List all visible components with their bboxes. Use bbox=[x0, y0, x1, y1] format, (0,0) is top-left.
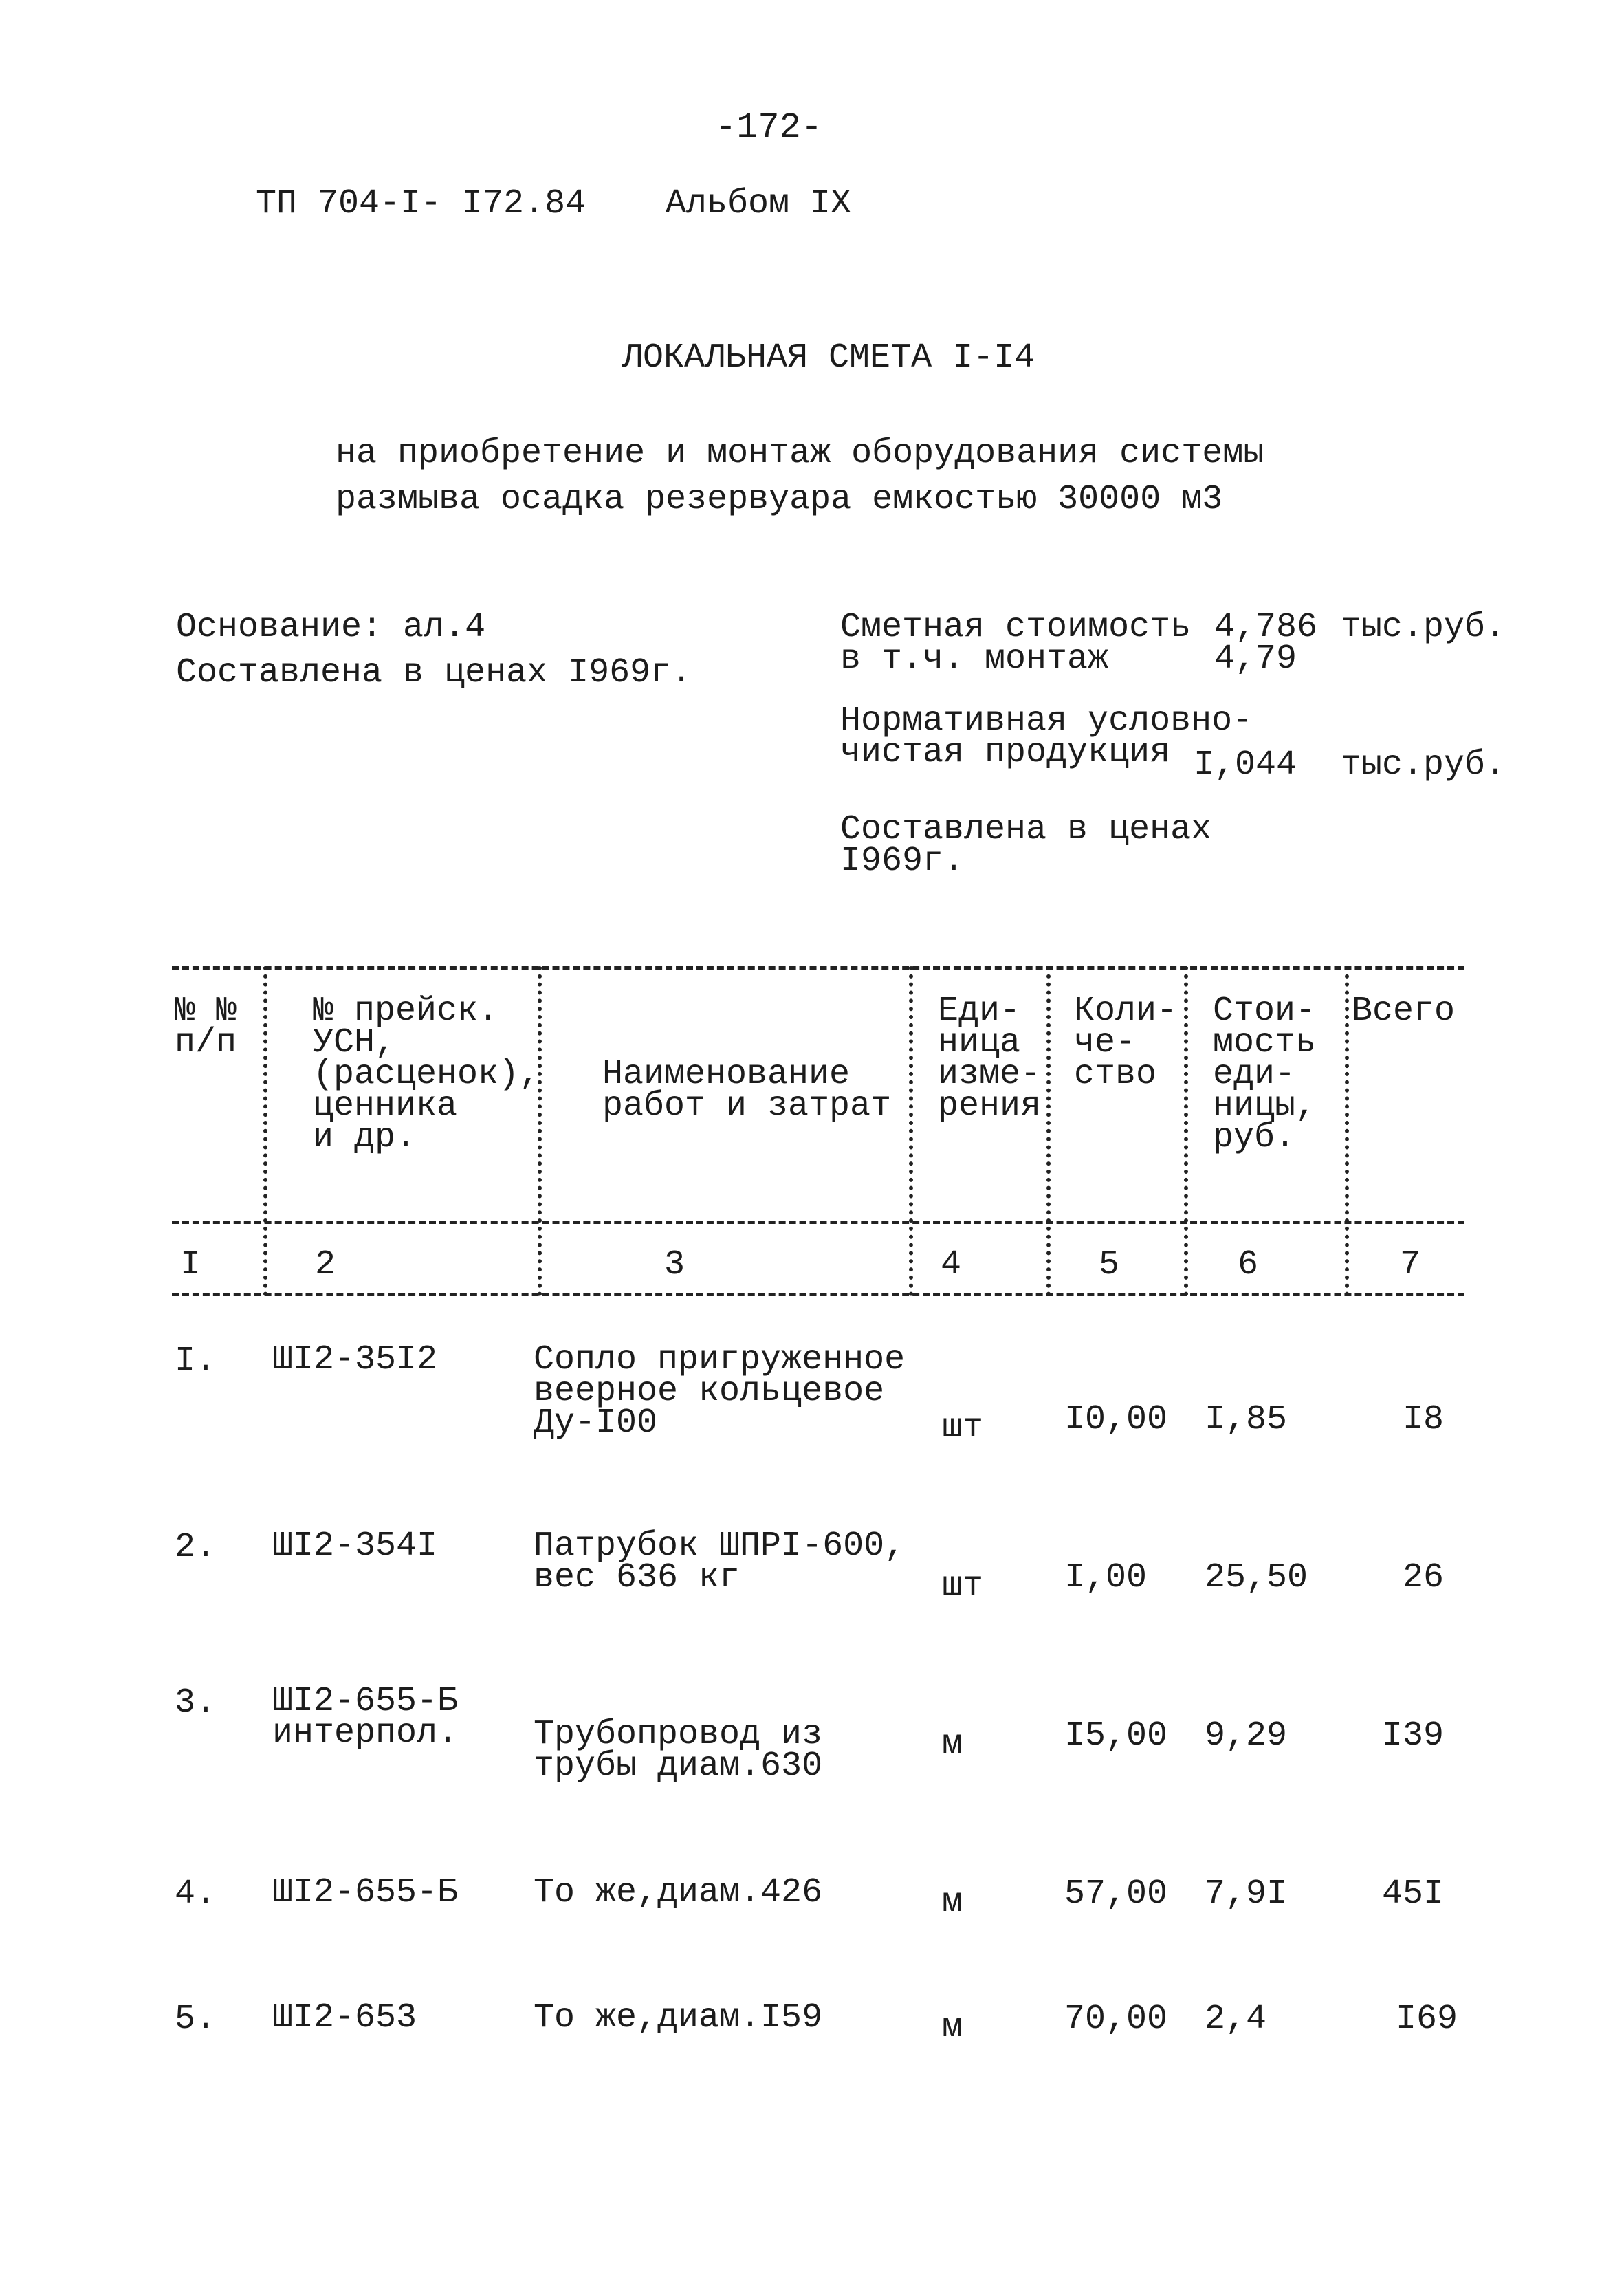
estimated-cost-unit: тыс.руб. bbox=[1341, 608, 1506, 647]
row-unit: шт bbox=[942, 1566, 984, 1606]
row-work-name: Сопло пригруженное веерное кольцевое Ду-I00 bbox=[534, 1340, 906, 1443]
row-unit-cost: 9,29 bbox=[1205, 1716, 1288, 1756]
document-code: ТП 704-I- I72.84 bbox=[256, 184, 586, 223]
row-unit-cost: 25,50 bbox=[1205, 1558, 1308, 1597]
table-header-rule bbox=[172, 1221, 1464, 1224]
normative-product-value: I,044 bbox=[1194, 745, 1297, 785]
normative-product-label-2: чистая продукция bbox=[840, 733, 1171, 772]
row-total: 45I bbox=[1381, 1874, 1444, 1914]
row-total: I8 bbox=[1402, 1400, 1444, 1439]
page-number: -172- bbox=[715, 107, 823, 148]
column-number: 4 bbox=[941, 1245, 962, 1284]
column-number: 2 bbox=[315, 1245, 336, 1284]
subtitle-line-1: на приобретение и монтаж оборудования системы bbox=[336, 434, 1264, 473]
row-quantity: I0,00 bbox=[1064, 1400, 1168, 1439]
row-number: I. bbox=[175, 1342, 217, 1381]
prices-text-right-1: Составлена в ценах bbox=[840, 810, 1212, 849]
row-work-name: То же,диам.426 bbox=[534, 1873, 823, 1912]
row-total: I39 bbox=[1381, 1716, 1444, 1756]
header-price-list-number: № прейск. УСН, (расценок), ценника и др. bbox=[313, 992, 540, 1157]
row-work-name: Трубопровод из трубы диам.630 bbox=[534, 1715, 823, 1786]
page-title: ЛОКАЛЬНАЯ СМЕТА I-I4 bbox=[622, 338, 1035, 378]
subtitle-line-2: размыва осадка резервуара емкостью 30000 м3 bbox=[336, 480, 1223, 519]
row-unit: м bbox=[942, 1883, 963, 1922]
mounting-label: в т.ч. монтаж bbox=[840, 639, 1109, 679]
row-number: 3. bbox=[175, 1683, 217, 1723]
header-total: Всего bbox=[1352, 992, 1456, 1031]
column-separator bbox=[1184, 966, 1188, 1296]
row-quantity: I,00 bbox=[1064, 1558, 1148, 1597]
table-top-rule bbox=[172, 966, 1464, 970]
album-label: Альбом IX bbox=[666, 184, 852, 223]
basis-text: Основание: ал.4 bbox=[176, 608, 486, 647]
column-separator bbox=[263, 966, 267, 1296]
row-unit: шт bbox=[942, 1408, 984, 1447]
column-separator bbox=[909, 966, 913, 1296]
normative-product-label-1: Нормативная условно- bbox=[840, 701, 1253, 741]
mounting-value: 4,79 bbox=[1214, 639, 1297, 679]
row-work-name: Патрубок ШПРI-600, вес 636 кг bbox=[534, 1527, 906, 1597]
estimated-cost-label: Сметная стоимость bbox=[840, 608, 1192, 647]
row-unit: м bbox=[942, 2008, 963, 2047]
table-numbers-rule bbox=[172, 1293, 1464, 1296]
row-quantity: 70,00 bbox=[1064, 2000, 1168, 2039]
header-row-number: № № п/п bbox=[175, 992, 237, 1062]
row-unit-cost: I,85 bbox=[1205, 1400, 1288, 1439]
row-work-name: То же,диам.I59 bbox=[534, 1998, 823, 2037]
column-separator bbox=[1345, 966, 1349, 1296]
row-number: 4. bbox=[175, 1874, 217, 1914]
row-total: I69 bbox=[1395, 2000, 1458, 2039]
row-quantity: I5,00 bbox=[1064, 1716, 1168, 1756]
column-number: I bbox=[180, 1245, 201, 1284]
row-number: 2. bbox=[175, 1528, 217, 1567]
row-quantity: 57,00 bbox=[1064, 1874, 1168, 1914]
header-unit-cost: Стои- мость еди- ницы, руб. bbox=[1213, 992, 1317, 1157]
estimated-cost-value: 4,786 bbox=[1214, 608, 1318, 647]
row-price-code: ШI2-653 bbox=[272, 1998, 417, 2037]
row-total: 26 bbox=[1402, 1558, 1444, 1597]
row-unit-cost: 7,9I bbox=[1205, 1874, 1288, 1914]
row-number: 5. bbox=[175, 2000, 217, 2039]
prices-text-left: Составлена в ценах I969г. bbox=[176, 653, 692, 692]
column-number: 6 bbox=[1238, 1245, 1259, 1284]
header-quantity: Коли- че- ство bbox=[1074, 992, 1178, 1094]
column-separator bbox=[1046, 966, 1051, 1296]
row-unit: м bbox=[942, 1725, 963, 1764]
header-unit: Еди- ница изме- рения bbox=[938, 992, 1042, 1126]
column-number: 7 bbox=[1400, 1245, 1421, 1284]
row-price-code: ШI2-655-Б интерпол. bbox=[272, 1682, 459, 1753]
row-price-code: ШI2-354I bbox=[272, 1527, 438, 1566]
row-price-code: ШI2-35I2 bbox=[272, 1340, 438, 1379]
column-number: 5 bbox=[1099, 1245, 1120, 1284]
row-unit-cost: 2,4 bbox=[1205, 2000, 1267, 2039]
normative-product-unit: тыс.руб. bbox=[1341, 745, 1506, 785]
row-price-code: ШI2-655-Б bbox=[272, 1873, 459, 1912]
column-number: 3 bbox=[664, 1245, 685, 1284]
prices-text-right-2: I969г. bbox=[840, 842, 965, 881]
header-work-name: Наименование работ и затрат bbox=[602, 1055, 892, 1126]
